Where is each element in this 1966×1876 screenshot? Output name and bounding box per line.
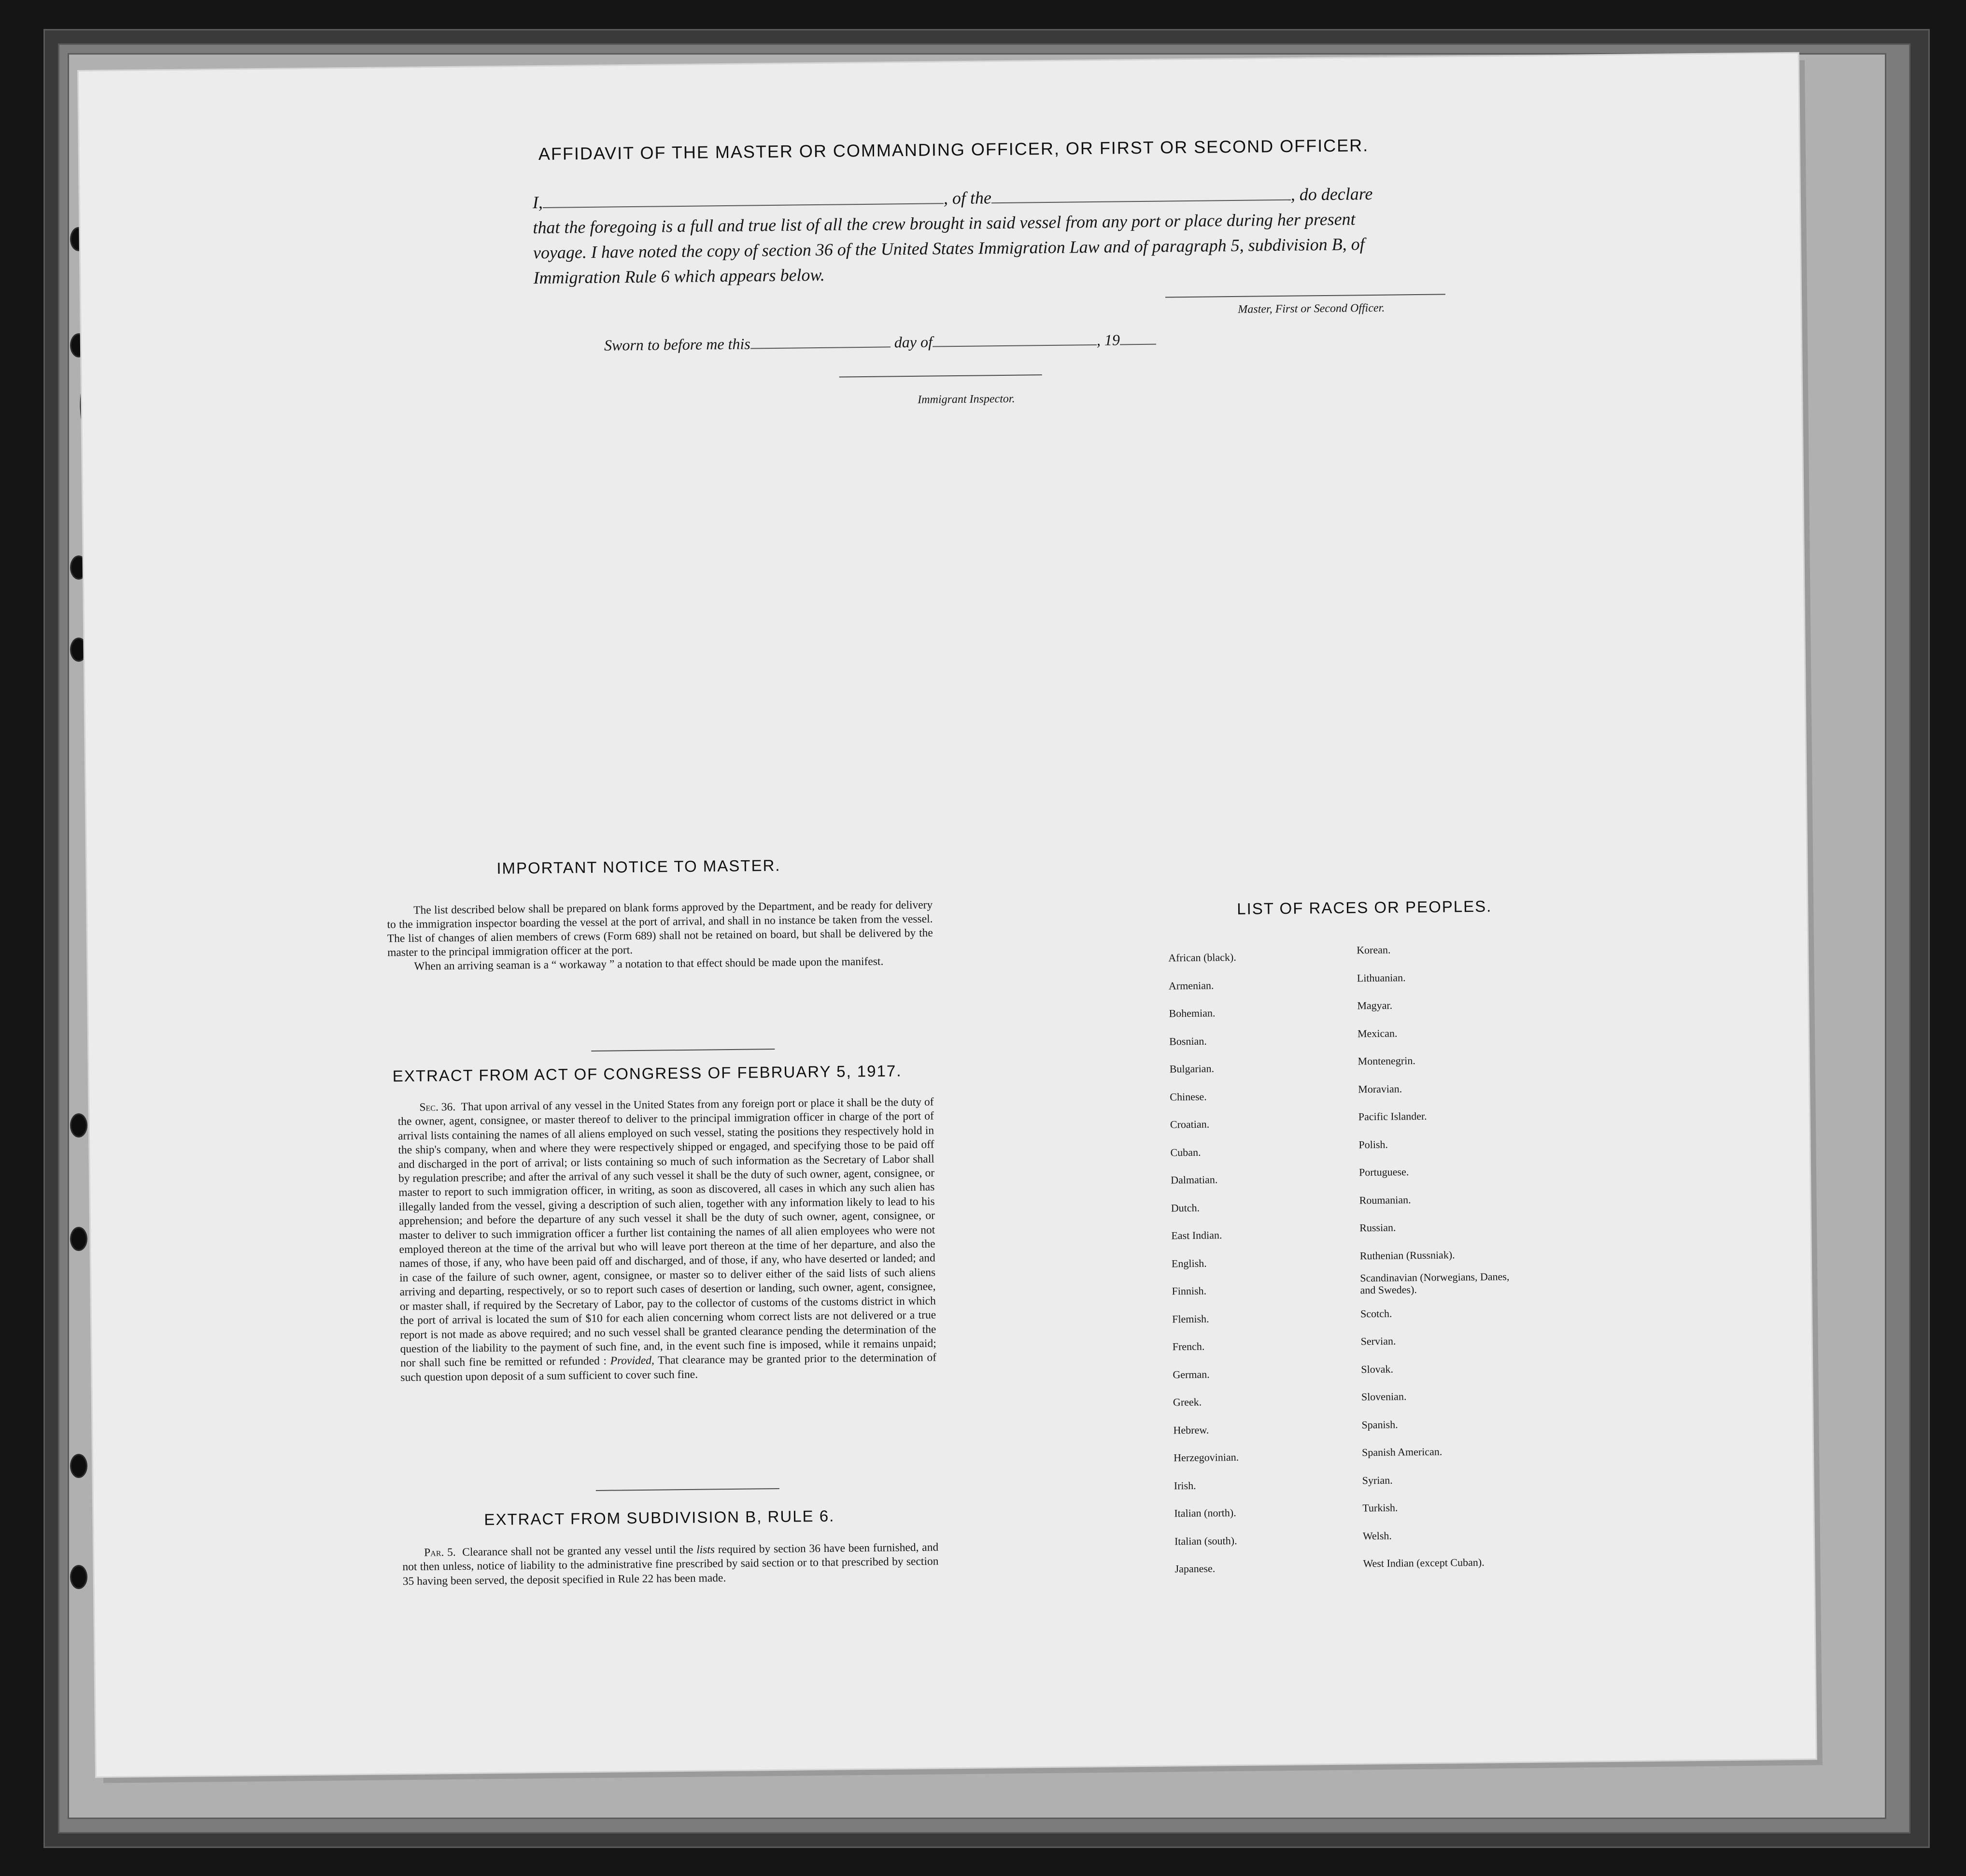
races-left-column bbox=[1168, 943, 1243, 1583]
binder-hole bbox=[70, 1113, 87, 1137]
affidavit-line-1 bbox=[533, 184, 1373, 213]
affidavit-do-declare: , do declare bbox=[1290, 184, 1373, 204]
paragraph-5-body-start: Clearance shall not be granted any vessel until the bbox=[462, 1543, 693, 1559]
act-extract-title: EXTRACT FROM ACT OF CONGRESS OF FEBRUARY 5, 1917. bbox=[392, 1062, 902, 1085]
sworn-line bbox=[604, 331, 1156, 355]
section-36-text bbox=[397, 1095, 936, 1385]
manifest-page bbox=[79, 54, 1816, 1777]
lists-word: lists bbox=[696, 1543, 715, 1556]
section-36-body: That upon arrival of any vessel in the United States from any foreign port or place it shall be the duty of the owner, agent, consignee, or master thereof to deliver to the principal immigration officer in charge of the port of arrival lists containing the names of all aliens employed on such vessel, stating the positions they respectively hold in the ship's company, when and where they were respectively shipped or engaged, and specifying those to be paid off and discharged in the port of arrival; or lists containing so much of such information as the Secretary of Labor shall by regulation prescribe; and after the arrival of any such vessel it shall be the duty of such owner, agent, consignee, or master to report to such immigration officer, in writing, as soon as discovered, all cases in which any such alien has illegally landed from the vessel, giving a description of such alien, together with any information likely to lead to his apprehension; and before the departure of any such vessel it shall be the duty of such owner, agent, consignee, or master to deliver to such immigration officer a further list containing the names of all alien employees who were not employed thereon at the time of the arrival but who will leave port thereon at the time of her departure, and also the names of those, if any, who have been paid off and discharged, and of those, if any, who have deserted or landed; and in case of the failure of such owner, agent, consignee, or master so to deliver either of the said lists of such aliens arriving and departing, respectively, or so to report such cases of desertion or landing, such owner, agent, consignee, or master shall, if required by the Secretary of Labor, pay to the collector of customs of the customs district in which the port of arrival is located the sum of $10 for each alien concerning whom correct lists are not delivered or a true report is not made as above required; and no such vessel shall be granted clearance pending the determination of the question of the liability to the payment of such fine, and, in the event such fine is imposed, while it remains unpaid; nor shall such fine be remitted or refunded : bbox=[397, 1095, 936, 1370]
race-entry: Bulgarian. bbox=[1169, 1062, 1215, 1075]
race-entry: East Indian. bbox=[1171, 1229, 1222, 1242]
race-entry: Italian (south). bbox=[1174, 1534, 1237, 1547]
signature-label: Master, First or Second Officer. bbox=[1238, 301, 1385, 316]
paragraph-5-text bbox=[402, 1541, 939, 1589]
race-entry: Montenegrin. bbox=[1358, 1054, 1415, 1067]
section-36-proviso: That clearance may be granted prior to the determination of such question upon deposit of a sum sufficient to cover such fine. bbox=[400, 1351, 937, 1384]
notice-paragraph-2: When an arriving seaman is a “ workaway ” a notation to that effect should be made upon the manifest. bbox=[414, 955, 884, 973]
race-entry: Lithuanian. bbox=[1357, 971, 1406, 984]
affidavit-line-4: Immigration Rule 6 which appears below. bbox=[533, 265, 825, 288]
race-entry: Bosnian. bbox=[1169, 1035, 1207, 1047]
race-entry: Hebrew. bbox=[1173, 1423, 1209, 1436]
paragraph-5-body-end: required by section 36 have been furnished, and not then unless, notice of liability to the administrative fine prescribed by said section or to that prescribed by section 35 having been served, the deposit specified in Rule 22 has been made. bbox=[402, 1541, 939, 1588]
race-entry: Cuban. bbox=[1170, 1146, 1201, 1158]
race-entry: Welsh. bbox=[1362, 1529, 1392, 1542]
race-entry: West Indian (except Cuban). bbox=[1363, 1556, 1485, 1570]
race-entry: Bohemian. bbox=[1169, 1007, 1216, 1020]
race-entry: French. bbox=[1172, 1340, 1205, 1353]
paragraph-5-label: Par. 5. bbox=[424, 1546, 456, 1559]
race-entry: Slovak. bbox=[1361, 1363, 1394, 1375]
race-entry: African (black). bbox=[1168, 951, 1236, 964]
section-36-label: Sec. 36. bbox=[419, 1100, 456, 1114]
race-entry: English. bbox=[1171, 1257, 1207, 1269]
rule-extract-title: EXTRACT FROM SUBDIVISION B, RULE 6. bbox=[484, 1506, 835, 1529]
race-entry: Finnish. bbox=[1172, 1284, 1207, 1297]
race-entry: Greek. bbox=[1173, 1395, 1202, 1408]
signature-line bbox=[1165, 294, 1445, 298]
race-entry: Ruthenian (Russniak). bbox=[1359, 1248, 1455, 1262]
name-blank bbox=[543, 203, 944, 208]
binder-hole bbox=[70, 1454, 87, 1478]
race-entry: Dalmatian. bbox=[1171, 1173, 1218, 1186]
sworn-prefix: Sworn to before me this bbox=[604, 335, 750, 354]
race-entry: Armenian. bbox=[1168, 979, 1214, 992]
race-entry: Dutch. bbox=[1171, 1201, 1200, 1214]
race-entry: German. bbox=[1173, 1368, 1210, 1380]
race-entry: Magyar. bbox=[1357, 999, 1393, 1012]
race-entry: Syrian. bbox=[1362, 1474, 1393, 1486]
race-entry: Chinese. bbox=[1170, 1090, 1207, 1103]
race-entry: Spanish. bbox=[1361, 1418, 1398, 1431]
race-entry: Scandinavian (Norwegians, Danes, and Swedes). bbox=[1360, 1270, 1510, 1296]
race-entry: Herzegovinian. bbox=[1174, 1451, 1239, 1464]
provided-word: Provided, bbox=[610, 1354, 655, 1367]
race-entry: Turkish. bbox=[1362, 1501, 1398, 1514]
year-blank bbox=[1120, 344, 1156, 345]
race-entry: Moravian. bbox=[1358, 1082, 1402, 1095]
day-of: day of bbox=[894, 333, 933, 351]
notice-text bbox=[387, 898, 933, 974]
affidavit-line-2: that the foregoing is a full and true list of all the crew brought in said vessel from any port or place during her present bbox=[533, 209, 1356, 238]
affidavit-of-the: , of the bbox=[943, 188, 992, 208]
race-entry: Spanish American. bbox=[1361, 1445, 1443, 1459]
binder-hole bbox=[70, 1565, 87, 1589]
race-entry: Slovenian. bbox=[1361, 1390, 1407, 1403]
vessel-blank bbox=[991, 199, 1291, 203]
inspector-label: Immigrant Inspector. bbox=[918, 392, 1015, 406]
binder-hole bbox=[70, 1227, 87, 1251]
races-title: LIST OF RACES OR PEOPLES. bbox=[1237, 897, 1492, 918]
affidavit-line-3: voyage. I have noted the copy of section 36 of the United States Immigration Law and of paragraph 5, subdivision B, of bbox=[533, 234, 1365, 263]
month-blank bbox=[933, 344, 1097, 347]
race-entry: Japanese. bbox=[1174, 1562, 1216, 1575]
race-entry: Korean. bbox=[1357, 943, 1391, 956]
race-entry: Croatian. bbox=[1170, 1118, 1210, 1131]
section-divider bbox=[596, 1488, 779, 1491]
races-right-column bbox=[1357, 935, 1518, 1578]
race-entry: Servian. bbox=[1360, 1335, 1396, 1348]
section-divider bbox=[591, 1049, 775, 1052]
notice-paragraph-1: The list described below shall be prepared on blank forms approved by the Department, and be ready for delivery to the immigration inspector boarding the vessel at the port of arrival, and shall in no instance be taken from the vessel. The list of changes of alien members of crews (Form 689) shall not be retained on board, but shall be delivered by the master to the principal immigration officer at the port. bbox=[387, 898, 933, 959]
affidavit-title: AFFIDAVIT OF THE MASTER OR COMMANDING OFFICER, OR FIRST OR SECOND OFFICER. bbox=[538, 135, 1369, 164]
race-entry: Flemish. bbox=[1172, 1312, 1209, 1325]
race-entry: Pacific Islander. bbox=[1358, 1109, 1427, 1123]
race-entry: Mexican. bbox=[1357, 1027, 1398, 1039]
notice-title: IMPORTANT NOTICE TO MASTER. bbox=[496, 856, 781, 878]
race-entry: Portuguese. bbox=[1358, 1165, 1409, 1179]
race-entry: Russian. bbox=[1359, 1221, 1396, 1234]
year-prefix: , 19 bbox=[1096, 331, 1120, 349]
day-number-blank bbox=[750, 346, 891, 349]
race-entry: Irish. bbox=[1174, 1479, 1196, 1492]
race-entry: Roumanian. bbox=[1359, 1193, 1411, 1206]
race-entry: Italian (north). bbox=[1174, 1506, 1236, 1520]
race-entry: Polish. bbox=[1358, 1138, 1388, 1151]
affidavit-i-prefix: I, bbox=[532, 192, 543, 213]
race-entry: Scotch. bbox=[1360, 1307, 1392, 1320]
inspector-signature-line bbox=[839, 374, 1042, 377]
